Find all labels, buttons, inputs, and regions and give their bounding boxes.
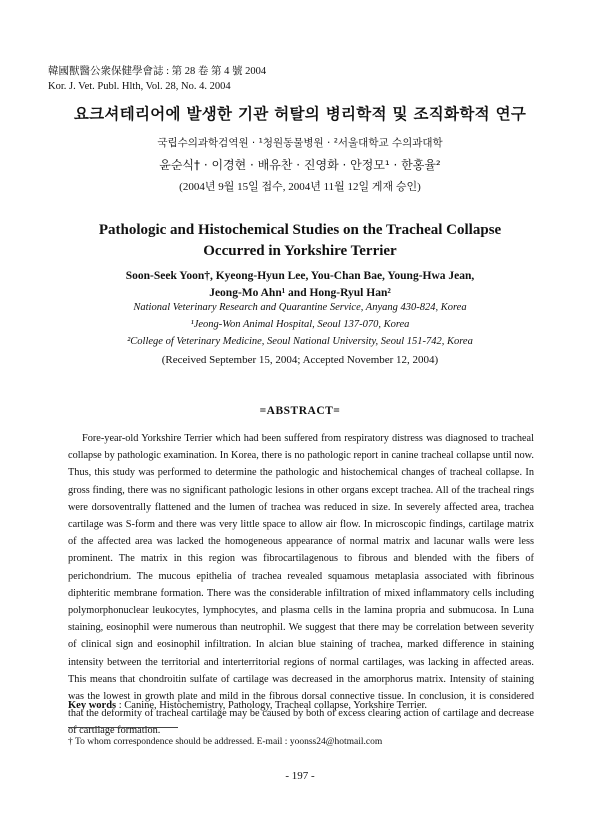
- abstract-body: Fore-year-old Yorkshire Terrier which had been suffered from respiratory distress was diagnosed to tracheal collapse by pathologic examination. In Korea, there is no pathologic report in canine tracheal collapse until now. Thus, this study was performed to determine the pathologic and histochemical changes of tracheal collapse. In gross finding, there was no significant pathologic lesions in other organs except trachea. All of the tracheal rings were dorsoventrally flattened and the lumen of trachea was reduced in size. In severely affected area, trachea cartilage was S-form and there was very little space to allow air flow. In microscopic findings, cartilage matrix of the affected area was lacked the homogeneous appearance of normal matrix and lacunar walls were less prominent. The matrix in this region was fibrocartilagenous to fibrous and blended with the fibers of perichondrium. The mucous epithelia of trachea revealed squamous metaplasia associated with fibrinous diphteritic membrane formation. There was the considerable infiltration of mixed inflammatory cells including polymorphonuclear leukocytes, lymphocytes, and plasma cells in the lamina propria and submucosa. In Luna staining, eosinophil were numerous than neutrophil. We suggest that there may be correlation between severity of clinical sign and eosinophil infiltration. In alcian blue staining of trachea, marked difference in staining intensity between the territorial and interterritorial regions of normal cartilages, was lacking in affected areas. This means that chondroitin sulfate of cartilage was decreased in the amorphorus matrix. Intensity of staining was the lowest in growth plate and mild in the fibrous dorsal connective tissue. In conclusion, it is considered that the deformity of tracheal cartilage may be caused by both of excess clearing action of cartilage and decrease of cartilage formation.: [68, 433, 534, 737]
- english-authors-line2: Jeong-Mo Ahn¹ and Hong-Ryul Han²: [209, 287, 391, 299]
- english-title-line1: Pathologic and Histochemical Studies on the Tracheal Collapse: [98, 222, 502, 238]
- received-dates: (Received September 15, 2004; Accepted November 12, 2004): [161, 354, 439, 366]
- page-number: - 197 -: [285, 770, 315, 782]
- korean-dates: (2004년 9월 15일 접수, 2004년 11월 12일 게재 승인): [179, 181, 421, 193]
- abstract-heading: =ABSTRACT=: [259, 405, 341, 417]
- korean-authors: 윤순식† · 이경현 · 배유찬 · 진영화 · 안정모¹ · 한홍율²: [159, 158, 441, 172]
- affiliation-2: ¹Jeong-Won Animal Hospital, Seoul 137-070, Korea: [190, 319, 410, 330]
- korean-affiliations: 국립수의과학검역원 · ¹청원동물병원 · ²서울대학교 수의과대학: [157, 137, 443, 149]
- affiliation-1: National Veterinary Research and Quarantine Service, Anyang 430-824, Korea: [133, 302, 467, 313]
- keywords: [68, 700, 427, 711]
- correspondence-footnote: † To whom correspondence should be addressed. E-mail : yoonss24@hotmail.com: [68, 737, 383, 747]
- journal-header: [48, 64, 266, 94]
- english-authors-line1: Soon-Seek Yoon†, Kyeong-Hyun Lee, You-Chan Bae, Young-Hwa Jean,: [125, 270, 475, 282]
- footnote-divider: [68, 727, 178, 728]
- english-title-line2: Occurred in Yorkshire Terrier: [203, 243, 397, 259]
- keywords-label: Key words: [68, 700, 117, 711]
- journal-line-korean: 韓國獸醫公衆保健學會誌 : 第 28 卷 第 4 號 2004: [48, 66, 267, 77]
- keywords-text: : Canine, Histochemistry, Pathology, Tracheal collapse, Yorkshire Terrier.: [118, 700, 428, 711]
- korean-title: 요크셔테리어에 발생한 기관 허탈의 병리학적 및 조직화학적 연구: [73, 105, 527, 123]
- affiliation-3: ²College of Veterinary Medicine, Seoul National University, Seoul 151-742, Korea: [127, 336, 473, 347]
- english-authors: [60, 268, 540, 302]
- journal-line-english: Kor. J. Vet. Publ. Hlth, Vol. 28, No. 4. 2004: [48, 81, 231, 92]
- english-title: [60, 220, 540, 262]
